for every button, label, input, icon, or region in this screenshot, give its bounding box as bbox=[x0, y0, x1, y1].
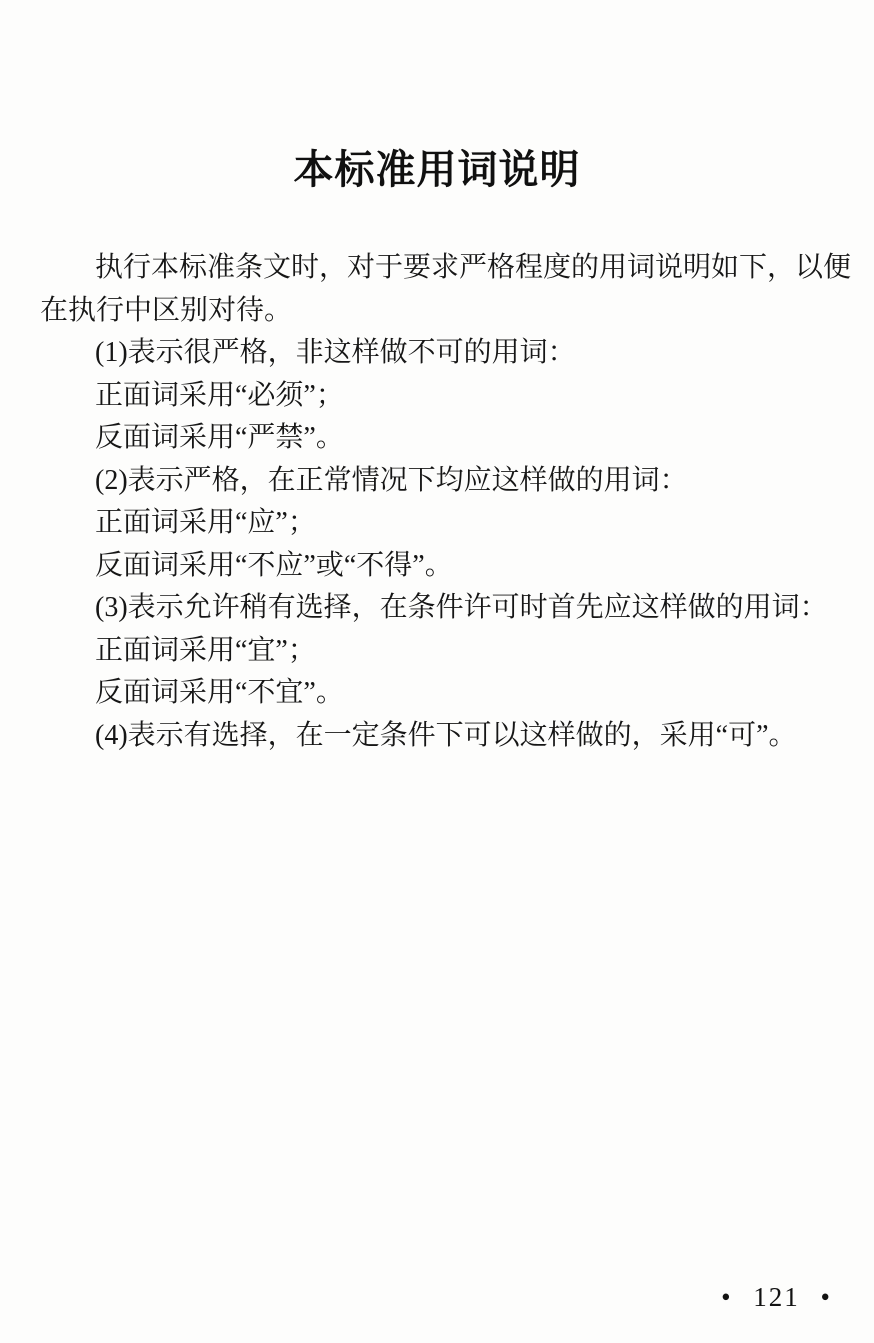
body-line: 正面词采用“应”； bbox=[95, 507, 316, 538]
body-line: 正面词采用“必须”； bbox=[95, 379, 344, 411]
body-line: (4)表示有选择，在一定条件下可以这样做的，采用“可”。 bbox=[95, 719, 797, 751]
body-line: (2)表示严格，在正常情况下均应这样做的用词： bbox=[95, 464, 688, 496]
body-text bbox=[40, 247, 856, 757]
body-line: 反面词采用“不应”或“不得”。 bbox=[95, 549, 453, 581]
body-line: 执行本标准条文时，对于要求严格程度的用词说明如下，以便 bbox=[95, 252, 852, 283]
page-title: 本标准用词说明 bbox=[293, 148, 581, 192]
body-line: (3)表示允许稍有选择，在条件许可时首先应这样做的用词： bbox=[95, 592, 828, 623]
page-number: • 121 • bbox=[721, 1282, 832, 1312]
body-line: 在执行中区别对待。 bbox=[40, 294, 293, 326]
body-line: 反面词采用“严禁”。 bbox=[95, 422, 344, 453]
body-line: 正面词采用“宜”； bbox=[95, 634, 316, 666]
body-line: (1)表示很严格，非这样做不可的用词： bbox=[95, 337, 576, 368]
body-line: 反面词采用“不宜”。 bbox=[95, 677, 344, 708]
